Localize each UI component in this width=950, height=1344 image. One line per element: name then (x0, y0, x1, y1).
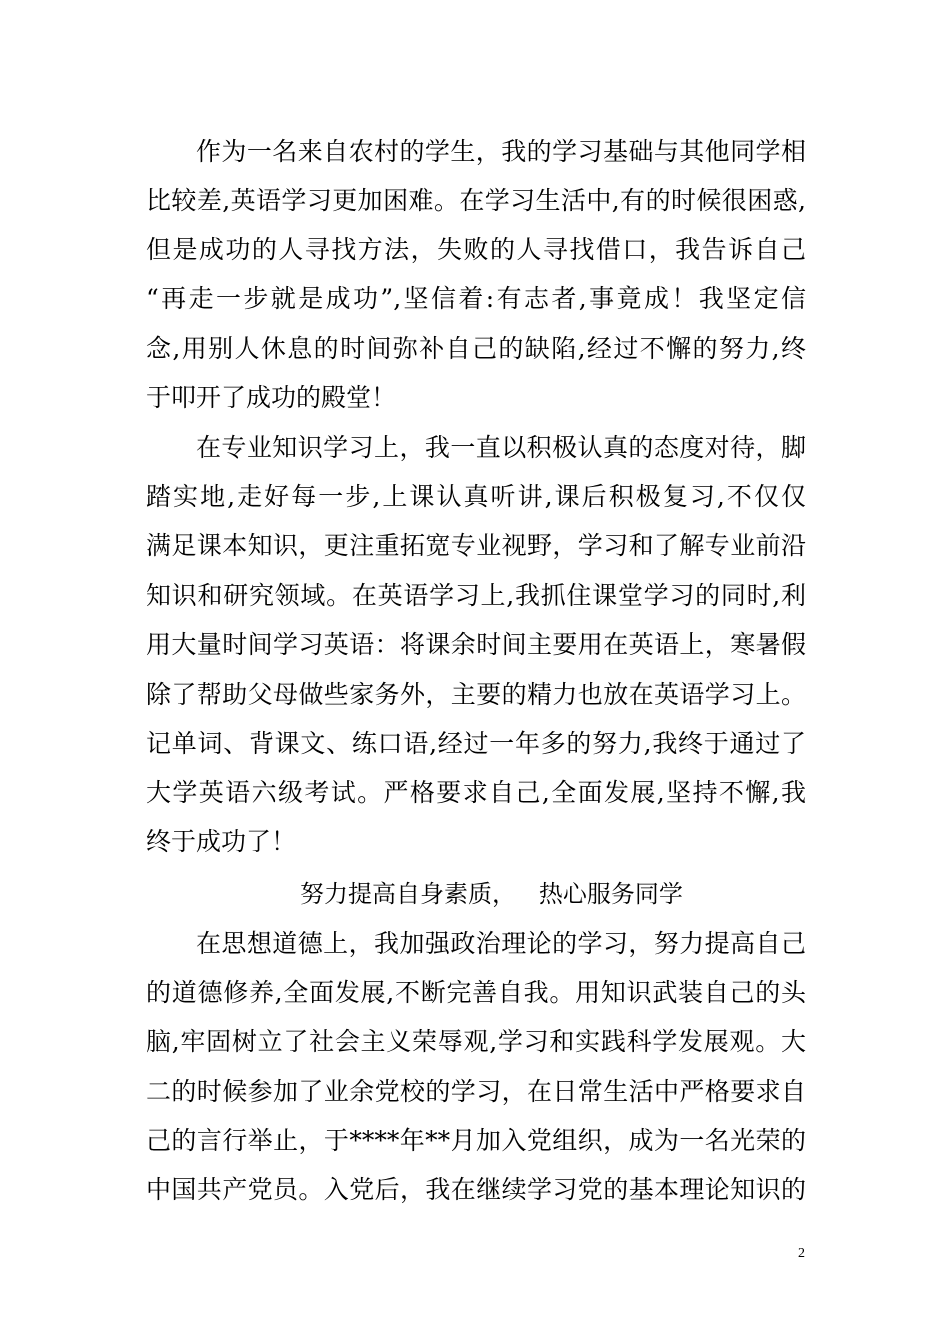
paragraph-1-line-2: 比较差,英语学习更加困难。在学习生活中,有的时候很困惑, (146, 186, 806, 215)
paragraph-2-line-4: 知识和研究领域。在英语学习上,我抓住课堂学习的同时,利 (146, 581, 806, 610)
paragraph-2-line-7: 记单词、背课文、练口语,经过一年多的努力,我终于通过了 (146, 729, 806, 758)
paragraph-3-line-2: 的道德修养,全面发展,不断完善自我。用知识武装自己的头 (146, 978, 806, 1007)
page-number: 2 (798, 1246, 805, 1261)
paragraph-2-line-2: 踏实地,走好每一步,上课认真听讲,课后积极复习,不仅仅 (146, 482, 806, 511)
paragraph-1-line-6: 于叩开了成功的殿堂！ (146, 383, 397, 412)
paragraph-3-line-4: 二的时候参加了业余党校的学习，在日常生活中严格要求自 (146, 1077, 806, 1106)
paragraph-1-line-5: 念,用别人休息的时间弥补自己的缺陷,经过不懈的努力,终 (146, 334, 806, 363)
paragraph-2-line-1: 在专业知识学习上，我一直以积极认真的态度对待，脚 (196, 433, 806, 462)
paragraph-1-line-4: “再走一步就是成功”,坚信着:有志者,事竟成！我坚定信 (146, 284, 806, 313)
paragraph-1-line-3: 但是成功的人寻找方法，失败的人寻找借口，我告诉自己 (146, 235, 806, 264)
paragraph-3-line-5: 己的言行举止，于****年**月加入党组织，成为一名光荣的 (146, 1126, 806, 1155)
paragraph-3-line-1: 在思想道德上，我加强政治理论的学习，努力提高自己 (196, 929, 806, 958)
paragraph-2-line-6: 除了帮助父母做些家务外，主要的精力也放在英语学习上。 (146, 680, 806, 709)
paragraph-1-line-1: 作为一名来自农村的学生，我的学习基础与其他同学相 (196, 137, 806, 166)
paragraph-2-line-8: 大学英语六级考试。严格要求自己,全面发展,坚持不懈,我 (146, 778, 806, 807)
paragraph-2-line-5: 用大量时间学习英语：将课余时间主要用在英语上，寒暑假 (146, 630, 806, 659)
paragraph-2-line-9: 终于成功了！ (146, 827, 297, 856)
paragraph-2-line-3: 满足课本知识，更注重拓宽专业视野，学习和了解专业前沿 (146, 531, 806, 560)
section-heading: 努力提高自身素质， 热心服务同学 (300, 880, 683, 908)
paragraph-3-line-3: 脑,牢固树立了社会主义荣辱观,学习和实践科学发展观。大 (146, 1027, 806, 1056)
paragraph-3-line-6: 中国共产党员。入党后，我在继续学习党的基本理论知识的 (146, 1175, 806, 1204)
